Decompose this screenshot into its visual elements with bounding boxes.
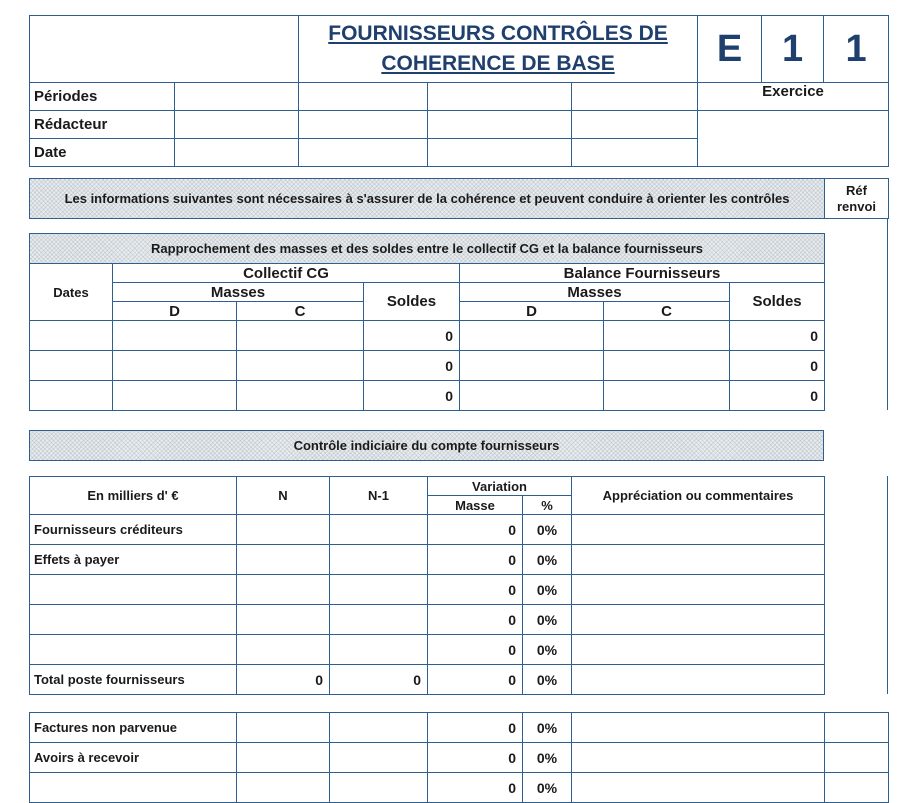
exercice-value[interactable] (698, 111, 889, 167)
col-label-header: En milliers d' € (30, 477, 237, 515)
ref-cell[interactable] (825, 575, 889, 605)
n1-cell[interactable] (330, 743, 428, 773)
controle-table (29, 476, 889, 695)
row-label[interactable] (30, 635, 237, 665)
n-cell[interactable] (237, 605, 330, 635)
code-digit-2: 1 (824, 16, 889, 83)
page-title (299, 16, 698, 83)
ref-cell[interactable] (825, 773, 889, 803)
n1-total-cell: 0 (330, 665, 428, 695)
table-row (30, 713, 889, 743)
total-label: Total poste fournisseurs (30, 665, 237, 695)
ref-cell[interactable] (825, 321, 889, 351)
table-row (30, 381, 889, 411)
rapprochement-table (29, 233, 889, 411)
table-row (30, 743, 889, 773)
n1-cell[interactable] (330, 635, 428, 665)
comment-cell[interactable] (572, 605, 825, 635)
comment-cell[interactable] (572, 713, 825, 743)
n1-cell[interactable] (330, 605, 428, 635)
appreciation-header: Appréciation ou commentaires (572, 477, 825, 515)
table-row (30, 605, 889, 635)
cg-solde-cell: 0 (364, 351, 460, 381)
periodes-cell[interactable] (572, 83, 698, 111)
bf-solde-cell: 0 (730, 351, 825, 381)
periodes-cell[interactable] (428, 83, 572, 111)
ref-cell[interactable] (825, 743, 889, 773)
bf-c-cell[interactable] (604, 321, 730, 351)
comment-cell[interactable] (572, 665, 825, 695)
cg-solde-cell: 0 (364, 381, 460, 411)
factures-table (29, 712, 889, 803)
ref-cell[interactable] (825, 381, 889, 411)
redacteur-cell[interactable] (175, 111, 299, 139)
bf-c-cell[interactable] (604, 381, 730, 411)
header-table (29, 15, 889, 167)
cg-solde-cell: 0 (364, 321, 460, 351)
date-cell[interactable] (30, 381, 113, 411)
redacteur-cell[interactable] (428, 111, 572, 139)
pct-cell: 0% (523, 743, 572, 773)
bf-d-header: D (460, 302, 604, 321)
table-row (30, 635, 889, 665)
collectif-header: Collectif CG (113, 264, 460, 283)
n-cell[interactable] (237, 515, 330, 545)
total-row (30, 665, 889, 695)
spacer (825, 234, 889, 264)
exercice-label: Exercice (698, 83, 889, 111)
date-cell[interactable] (30, 351, 113, 381)
n1-cell[interactable] (330, 773, 428, 803)
comment-cell[interactable] (572, 515, 825, 545)
bf-solde-cell: 0 (730, 381, 825, 411)
date-cell[interactable] (30, 321, 113, 351)
table-row (30, 545, 889, 575)
controle-title: Contrôle indiciaire du compte fournisseurs (30, 431, 824, 461)
spacer (825, 264, 889, 283)
cg-soldes-header: Soldes (364, 283, 460, 321)
title-line-1: FOURNISSEURS CONTRÔLES DE (328, 22, 668, 45)
cg-d-cell[interactable] (113, 381, 237, 411)
periodes-cell[interactable] (299, 83, 428, 111)
row-label[interactable] (30, 773, 237, 803)
bf-soldes-header: Soldes (730, 283, 825, 321)
bf-solde-cell: 0 (730, 321, 825, 351)
ref-cell[interactable] (825, 605, 889, 635)
row-label: Effets à payer (30, 545, 237, 575)
ref-cell[interactable] (825, 515, 889, 545)
n1-cell[interactable] (330, 545, 428, 575)
comment-cell[interactable] (572, 545, 825, 575)
spacer (825, 477, 889, 496)
bf-masses-header: Masses (460, 283, 730, 302)
masse-cell: 0 (428, 575, 523, 605)
comment-cell[interactable] (572, 635, 825, 665)
masse-cell: 0 (428, 773, 523, 803)
cg-c-header: C (237, 302, 364, 321)
pct-cell: 0% (523, 575, 572, 605)
pct-cell: 0% (523, 713, 572, 743)
row-label[interactable] (30, 575, 237, 605)
comment-cell[interactable] (572, 575, 825, 605)
ref-cell[interactable] (825, 665, 889, 695)
bf-d-cell[interactable] (460, 381, 604, 411)
code-letter: E (698, 16, 762, 83)
header-blank (30, 16, 299, 83)
row-label[interactable] (30, 605, 237, 635)
spacer (825, 496, 889, 515)
redacteur-cell[interactable] (299, 111, 428, 139)
cg-d-header: D (113, 302, 237, 321)
cg-masses-header: Masses (113, 283, 364, 302)
bf-d-cell[interactable] (460, 351, 604, 381)
bf-c-cell[interactable] (604, 351, 730, 381)
ref-label: Réf (846, 182, 867, 198)
controle-title-table (29, 430, 824, 461)
masse-cell: 0 (428, 515, 523, 545)
redacteur-label: Rédacteur (30, 111, 175, 139)
masse-cell: 0 (428, 605, 523, 635)
pct-header: % (523, 496, 572, 515)
table-row (30, 773, 889, 803)
date-cell[interactable] (299, 139, 428, 167)
pct-cell: 0% (523, 773, 572, 803)
ref-cell[interactable] (825, 545, 889, 575)
date-label: Date (30, 139, 175, 167)
row-label: Factures non parvenue (30, 713, 237, 743)
masse-cell: 0 (428, 545, 523, 575)
ref-cell[interactable] (825, 713, 889, 743)
n-cell[interactable] (237, 743, 330, 773)
pct-cell: 0% (523, 545, 572, 575)
n-cell[interactable] (237, 575, 330, 605)
cg-c-cell[interactable] (237, 321, 364, 351)
right-guide-line (887, 476, 888, 694)
ref-cell[interactable] (825, 635, 889, 665)
n1-cell[interactable] (330, 575, 428, 605)
row-label: Fournisseurs créditeurs (30, 515, 237, 545)
date-cell[interactable] (572, 139, 698, 167)
date-cell[interactable] (428, 139, 572, 167)
dates-header: Dates (30, 264, 113, 321)
cg-c-cell[interactable] (237, 381, 364, 411)
n-cell[interactable] (237, 545, 330, 575)
comment-cell[interactable] (572, 743, 825, 773)
bf-c-header: C (604, 302, 730, 321)
masse-cell: 0 (428, 743, 523, 773)
n1-header: N-1 (330, 477, 428, 515)
masse-cell: 0 (428, 713, 523, 743)
cg-d-cell[interactable] (113, 351, 237, 381)
n-cell[interactable] (237, 773, 330, 803)
comment-cell[interactable] (572, 773, 825, 803)
table-row (30, 515, 889, 545)
spacer (825, 283, 889, 302)
rapprochement-title: Rapprochement des masses et des soldes entre le collectif CG et la balance fournisseurs (30, 234, 825, 264)
balance-header: Balance Fournisseurs (460, 264, 825, 283)
n-header: N (237, 477, 330, 515)
periodes-cell[interactable] (175, 83, 299, 111)
pct-cell: 0% (523, 605, 572, 635)
variation-header: Variation (428, 477, 572, 496)
ref-cell[interactable] (825, 351, 889, 381)
n-cell[interactable] (237, 635, 330, 665)
cg-d-cell[interactable] (113, 321, 237, 351)
masse-cell: 0 (428, 665, 523, 695)
table-row (30, 351, 889, 381)
n1-cell[interactable] (330, 713, 428, 743)
bf-d-cell[interactable] (460, 321, 604, 351)
title-line-2: COHERENCE DE BASE (381, 52, 615, 75)
cg-c-cell[interactable] (237, 351, 364, 381)
ref-renvoi (825, 179, 889, 219)
pct-cell: 0% (523, 665, 572, 695)
pct-cell: 0% (523, 515, 572, 545)
date-cell[interactable] (175, 139, 299, 167)
n1-cell[interactable] (330, 515, 428, 545)
table-row (30, 321, 889, 351)
periodes-label: Périodes (30, 83, 175, 111)
info-bar (29, 178, 889, 219)
spacer (825, 302, 889, 321)
n-cell[interactable] (237, 713, 330, 743)
renvoi-label: renvoi (836, 198, 876, 214)
masse-header: Masse (428, 496, 523, 515)
redacteur-cell[interactable] (572, 111, 698, 139)
n-total-cell: 0 (237, 665, 330, 695)
masse-cell: 0 (428, 635, 523, 665)
code-digit-1: 1 (762, 16, 824, 83)
table-row (30, 575, 889, 605)
info-text: Les informations suivantes sont nécessaires à s'assurer de la cohérence et peuvent conduire à orienter les contrôles (30, 179, 825, 219)
pct-cell: 0% (523, 635, 572, 665)
row-label: Avoirs à recevoir (30, 743, 237, 773)
